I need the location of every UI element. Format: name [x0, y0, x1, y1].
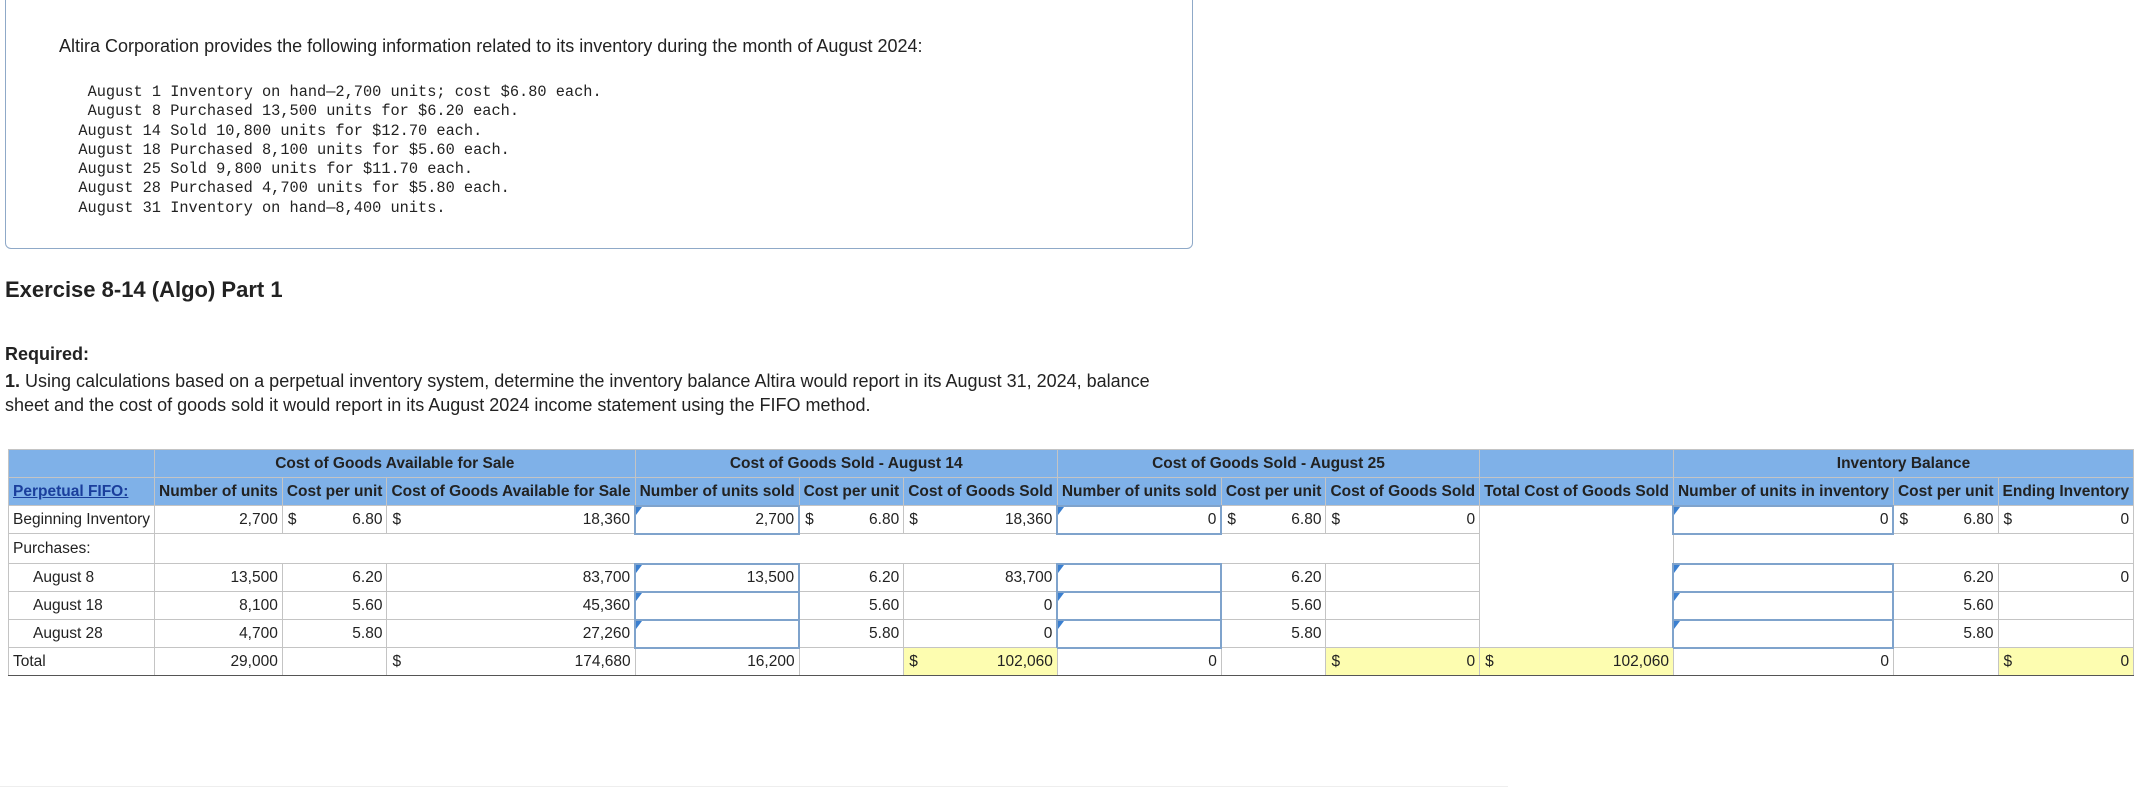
entry-aug-1: August 1 Inventory on hand—2,700 units; cost $6.80 each. [87, 83, 602, 101]
input-units-sold-25[interactable] [1057, 564, 1221, 592]
group-blank [1480, 450, 1674, 478]
entry-aug-25: August 25 Sold 9,800 units for $11.70 each. [78, 160, 474, 179]
total-cogs-blank [1480, 506, 1674, 648]
group-sold-aug25: Cost of Goods Sold - August 25 [1057, 450, 1479, 478]
col-units: Number of units [155, 478, 283, 506]
col-total-cogs: Total Cost of Goods Sold [1480, 478, 1674, 506]
group-sold-aug14: Cost of Goods Sold - August 14 [635, 450, 1057, 478]
cell-cost-per-unit-25: 5.80 [1221, 620, 1326, 648]
cell-ending-inventory [1998, 620, 2134, 648]
cell-cogs-14: 0 [904, 620, 1058, 648]
inventory-entries [59, 83, 602, 218]
entry-aug-14: August 14 Sold 10,800 units for $12.70 each. [78, 121, 483, 140]
input-units-sold-25[interactable] [1057, 620, 1221, 648]
fifo-table [8, 449, 2134, 676]
group-available: Cost of Goods Available for Sale [155, 450, 636, 478]
col-cogs-14: Cost of Goods Sold [904, 478, 1058, 506]
row-aug-28 [9, 620, 2134, 648]
cell-ending-inventory [1998, 592, 2134, 620]
cell-cost-available: 45,360 [387, 592, 635, 620]
cell-total-cogs-25: $ 0 [1326, 648, 1480, 676]
header-blank [9, 450, 155, 478]
cell-cogs-14: 83,700 [904, 564, 1058, 592]
col-units-in-inventory: Number of units in inventory [1673, 478, 1893, 506]
cell-cost-per-unit-25: 6.20 [1221, 564, 1326, 592]
row-aug-18 [9, 592, 2134, 620]
cell-total-ending-inventory: $ 0 [1998, 648, 2134, 676]
cell-cost-per-unit-bal: 5.60 [1893, 592, 1998, 620]
col-units-sold-14: Number of units sold [635, 478, 799, 506]
perpetual-fifo-link[interactable]: Perpetual FIFO: [9, 478, 155, 506]
row-purchases [9, 534, 2134, 564]
row-label: August 18 [9, 592, 155, 620]
input-units-in-inventory[interactable] [1673, 564, 1893, 592]
cell-cost-per-unit-bal: $ 6.80 [1893, 506, 1998, 534]
input-units-sold-14[interactable] [635, 620, 799, 648]
cell-units: 13,500 [155, 564, 283, 592]
intro-text: Altira Corporation provides the following information related to its inventory during the month of August 2024: [59, 36, 923, 56]
entry-aug-28: August 28 Purchased 4,700 units for $5.80 each. [78, 179, 510, 198]
cell-units: 2,700 [155, 506, 283, 534]
cell-total-units-sold-14: 16,200 [635, 648, 799, 676]
row-label: Purchases: [9, 534, 155, 564]
cell-cogs-25: $ 0 [1326, 506, 1480, 534]
input-units-sold-14[interactable]: 2,700 [635, 506, 799, 534]
cell-ending-inventory: 0 [1998, 564, 2134, 592]
row-beginning-inventory [9, 506, 2134, 534]
entry-aug-31: August 31 Inventory on hand—8,400 units. [78, 198, 446, 217]
cell-cost-per-unit-14: $ 6.80 [799, 506, 904, 534]
row-label: August 28 [9, 620, 155, 648]
cell-ending-inventory: $ 0 [1998, 506, 2134, 534]
cell-total-units-sold-25: 0 [1057, 648, 1221, 676]
col-cost-available: Cost of Goods Available for Sale [387, 478, 635, 506]
cell-cost-per-unit-14: 6.20 [799, 564, 904, 592]
row-label: Beginning Inventory [9, 506, 155, 534]
cell-cogs-25 [1326, 564, 1480, 592]
input-units-sold-25[interactable] [1057, 592, 1221, 620]
entry-aug-18: August 18 Purchased 8,100 units for $5.60 each. [78, 140, 510, 159]
cell-total-cogs: $ 102,060 [1480, 648, 1674, 676]
col-units-sold-25: Number of units sold [1057, 478, 1221, 506]
required-text: 1. Using calculations based on a perpetual inventory system, determine the inventory balance Altira would report in its August 31, 2024, balance sheet and the cost of goods sold it would report in its August 2024 income statement using the FIFO method. [5, 371, 1150, 415]
col-cost-per-unit-25: Cost per unit [1221, 478, 1326, 506]
cell-cogs-14: $ 18,360 [904, 506, 1058, 534]
row-label: Total [9, 648, 155, 676]
cell-units: 4,700 [155, 620, 283, 648]
input-units-sold-14[interactable]: 13,500 [635, 564, 799, 592]
cell-units: 8,100 [155, 592, 283, 620]
cell-blank [1221, 648, 1326, 676]
cell-cogs-14: 0 [904, 592, 1058, 620]
cell-cost-available: $ 18,360 [387, 506, 635, 534]
cell-cost-per-unit-25: $ 6.80 [1221, 506, 1326, 534]
input-units-in-inventory[interactable]: 0 [1673, 506, 1893, 534]
required-label: Required: [5, 344, 90, 364]
cell-cost-per-unit: 5.60 [282, 592, 387, 620]
cell-cost-per-unit: 5.80 [282, 620, 387, 648]
purchases-blank [155, 534, 1480, 564]
cell-total-units: 29,000 [155, 648, 283, 676]
cell-cost-per-unit-25: 5.60 [1221, 592, 1326, 620]
row-total [9, 648, 2134, 676]
col-cost-per-unit: Cost per unit [282, 478, 387, 506]
cell-blank [282, 648, 387, 676]
page-divider [0, 786, 1508, 787]
purchases-blank-bal [1673, 534, 2133, 564]
cell-total-units-in-inventory: 0 [1673, 648, 1893, 676]
cell-blank [1893, 648, 1998, 676]
cell-cogs-25 [1326, 592, 1480, 620]
cell-cost-per-unit: $ 6.80 [282, 506, 387, 534]
cell-cost-per-unit-14: 5.60 [799, 592, 904, 620]
cell-total-cogs-14: $ 102,060 [904, 648, 1058, 676]
input-units-sold-25[interactable]: 0 [1057, 506, 1221, 534]
cell-cost-per-unit-bal: 6.20 [1893, 564, 1998, 592]
col-cost-per-unit-bal: Cost per unit [1893, 478, 1998, 506]
col-cost-per-unit-14: Cost per unit [799, 478, 904, 506]
col-ending-inventory: Ending Inventory [1998, 478, 2134, 506]
cell-cost-per-unit-14: 5.80 [799, 620, 904, 648]
entry-aug-8: August 8 Purchased 13,500 units for $6.20 each. [87, 102, 520, 121]
cell-cost-per-unit: 6.20 [282, 564, 387, 592]
col-cogs-25: Cost of Goods Sold [1326, 478, 1480, 506]
input-units-in-inventory[interactable] [1673, 592, 1893, 620]
cell-cogs-25 [1326, 620, 1480, 648]
cell-cost-available: 83,700 [387, 564, 635, 592]
input-units-in-inventory[interactable] [1673, 620, 1893, 648]
cell-cost-available: 27,260 [387, 620, 635, 648]
exercise-title: Exercise 8-14 (Algo) Part 1 [5, 277, 283, 302]
cell-total-available: $ 174,680 [387, 648, 635, 676]
cell-blank [799, 648, 904, 676]
input-units-sold-14[interactable] [635, 592, 799, 620]
group-balance: Inventory Balance [1673, 450, 2133, 478]
row-aug-8 [9, 564, 2134, 592]
cell-cost-per-unit-bal: 5.80 [1893, 620, 1998, 648]
row-label: August 8 [9, 564, 155, 592]
